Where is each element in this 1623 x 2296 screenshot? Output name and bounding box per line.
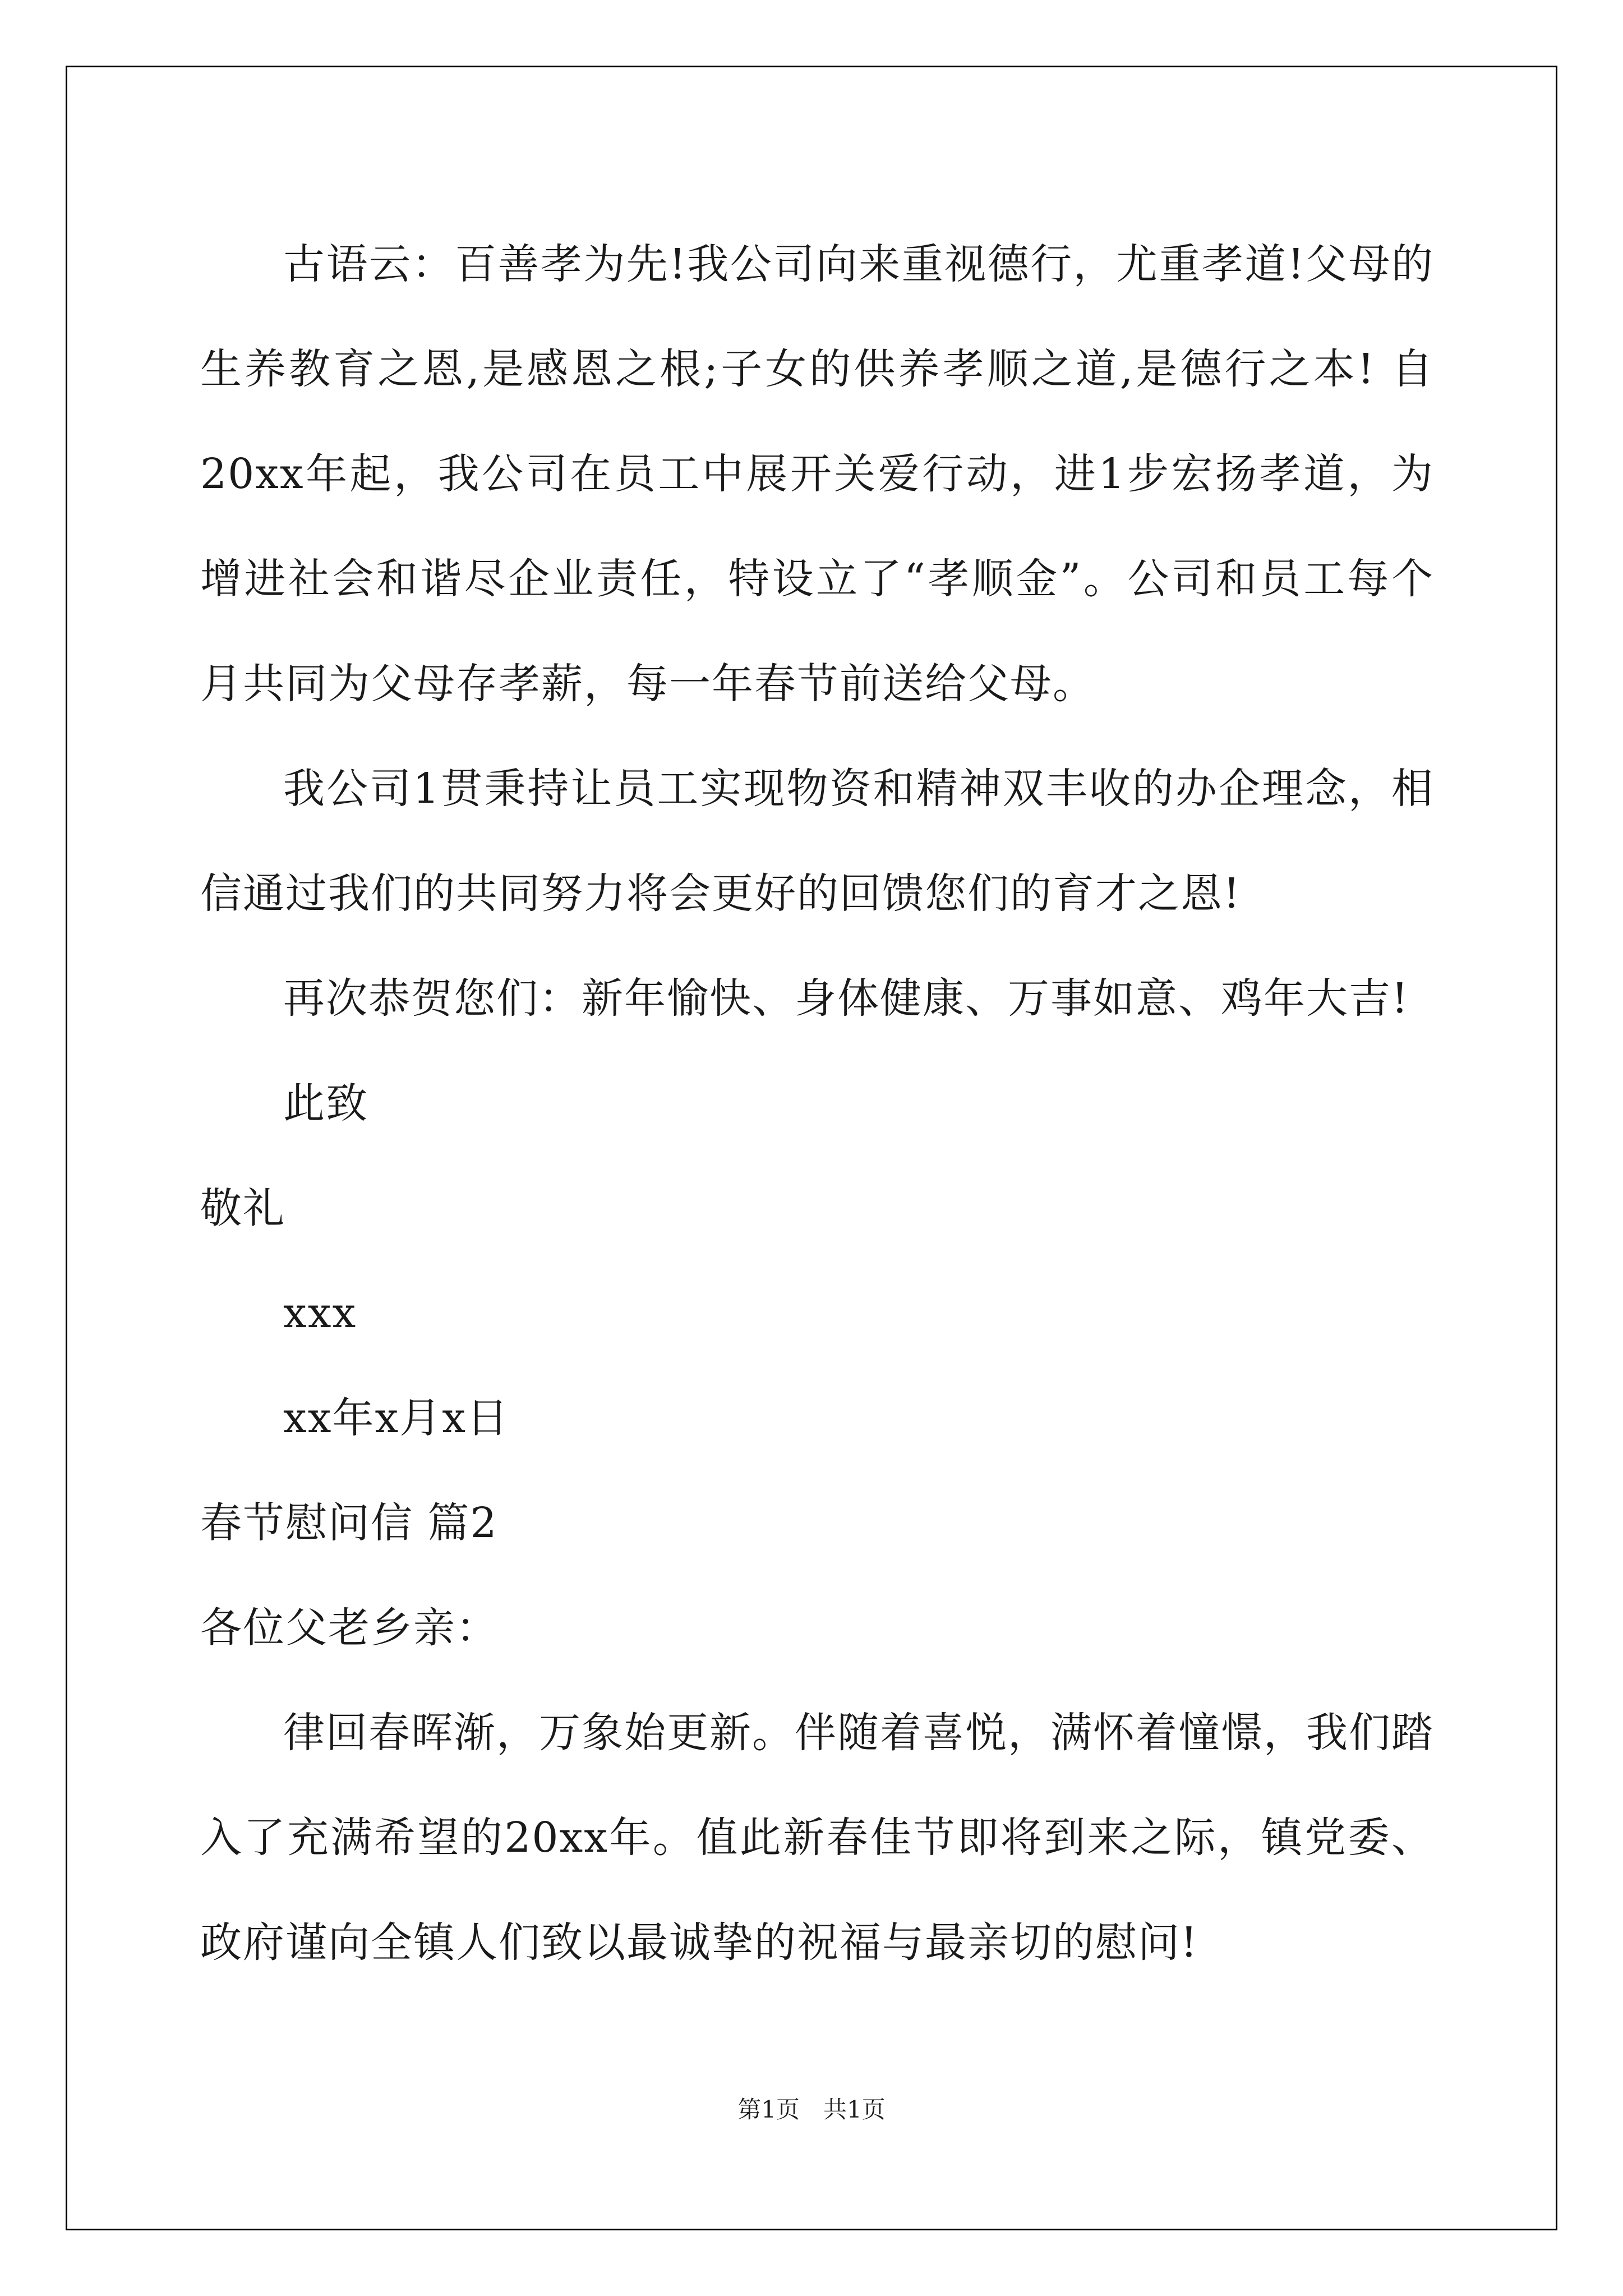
page-footer: 第1页 共1页: [737, 2096, 886, 2123]
section-title: 春节慰问信 篇2: [200, 1499, 498, 1547]
signature: xxx: [283, 1289, 357, 1337]
paragraph-filial-piety: 古语云：百善孝为先!我公司向来重视德行，尤重孝道!父母的生养教育之恩,是感恩之根;子女的供养孝顺之道,是德行之本! 自20xx年起，我公司在员工中展开关爱行动，进1步宏扬孝道，为增进社会和谐尽企业责任，特设立了“孝顺金”。公司和员工每个月共同为父母存孝薪，每一年春节前送给父母。: [200, 240, 1434, 708]
paragraph-company-philosophy: 我公司1贯秉持让员工实现物资和精神双丰收的办企理念，相信通过我们的共同努力将会更好的回馈您们的育才之恩!: [200, 765, 1434, 918]
closing-jingli: 敬礼: [200, 1184, 285, 1232]
paragraph-greetings: 再次恭贺您们：新年愉快、身体健康、万事如意、鸡年大吉!: [283, 974, 1409, 1023]
document-body: [200, 212, 1434, 1995]
salutation: 各位父老乡亲：: [200, 1604, 499, 1652]
paragraph-new-year: 律回春晖渐，万象始更新。伴随着喜悦，满怀着憧憬，我们踏入了充满希望的20xx年。值此新春佳节即将到来之际，镇党委、政府谨向全镇人们致以最诚挚的祝福与最亲切的慰问!: [200, 1709, 1434, 1967]
paragraph-cizhi: 此致: [283, 1079, 368, 1128]
date-line: xx年x月x日: [283, 1394, 509, 1442]
